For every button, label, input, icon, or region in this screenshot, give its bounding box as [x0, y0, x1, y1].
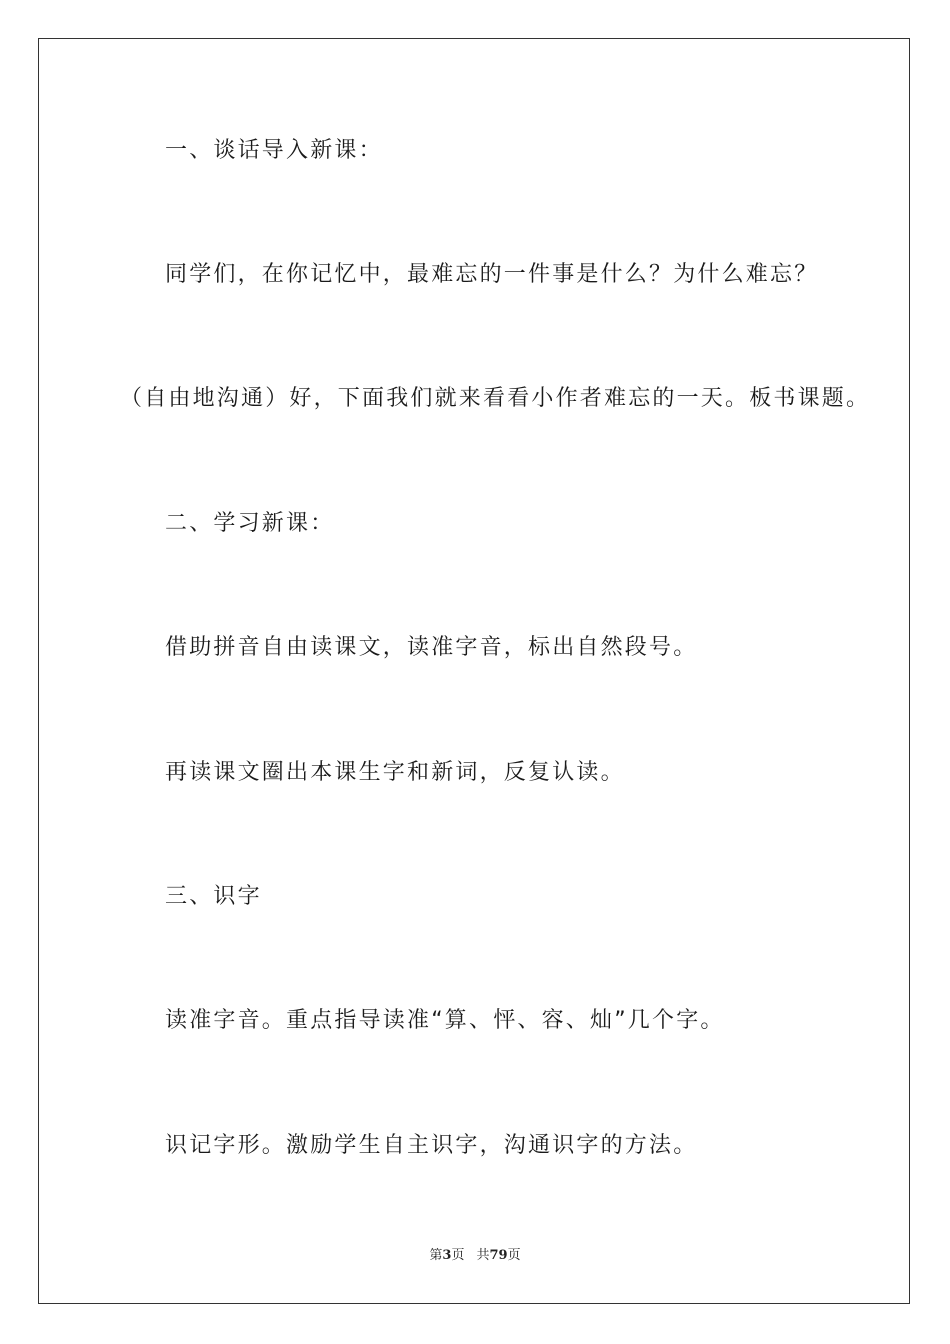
- total-pages: 79: [489, 1248, 508, 1263]
- body-paragraph: 识记字形。激励学生自主识字，沟通识字的方法。: [165, 1133, 698, 1158]
- section-heading-3: 三、识字: [165, 884, 262, 909]
- section-heading-1: 一、谈话导入新课：: [165, 138, 383, 163]
- body-paragraph: 借助拼音自由读课文，读准字音，标出自然段号。: [165, 635, 698, 660]
- section-heading-2: 二、学习新课：: [165, 511, 335, 536]
- page-number: 3: [442, 1248, 452, 1263]
- page-suffix: 页: [451, 1248, 465, 1263]
- body-paragraph: 同学们，在你记忆中，最难忘的一件事是什么？为什么难忘？: [165, 262, 819, 287]
- page-footer: [0, 1247, 950, 1265]
- body-paragraph: 再读课文圈出本课生字和新词，反复认读。: [165, 760, 625, 785]
- body-paragraph: 读准字音。重点指导读准“算、怦、容、灿”几个字。: [165, 1008, 725, 1033]
- body-paragraph: （自由地沟通）好，下面我们就来看看小作者难忘的一天。板书课题。: [120, 386, 871, 411]
- total-suffix: 页: [507, 1248, 521, 1263]
- page-prefix: 第: [429, 1248, 443, 1263]
- page-border: [38, 38, 910, 1304]
- total-prefix: 共: [476, 1248, 490, 1263]
